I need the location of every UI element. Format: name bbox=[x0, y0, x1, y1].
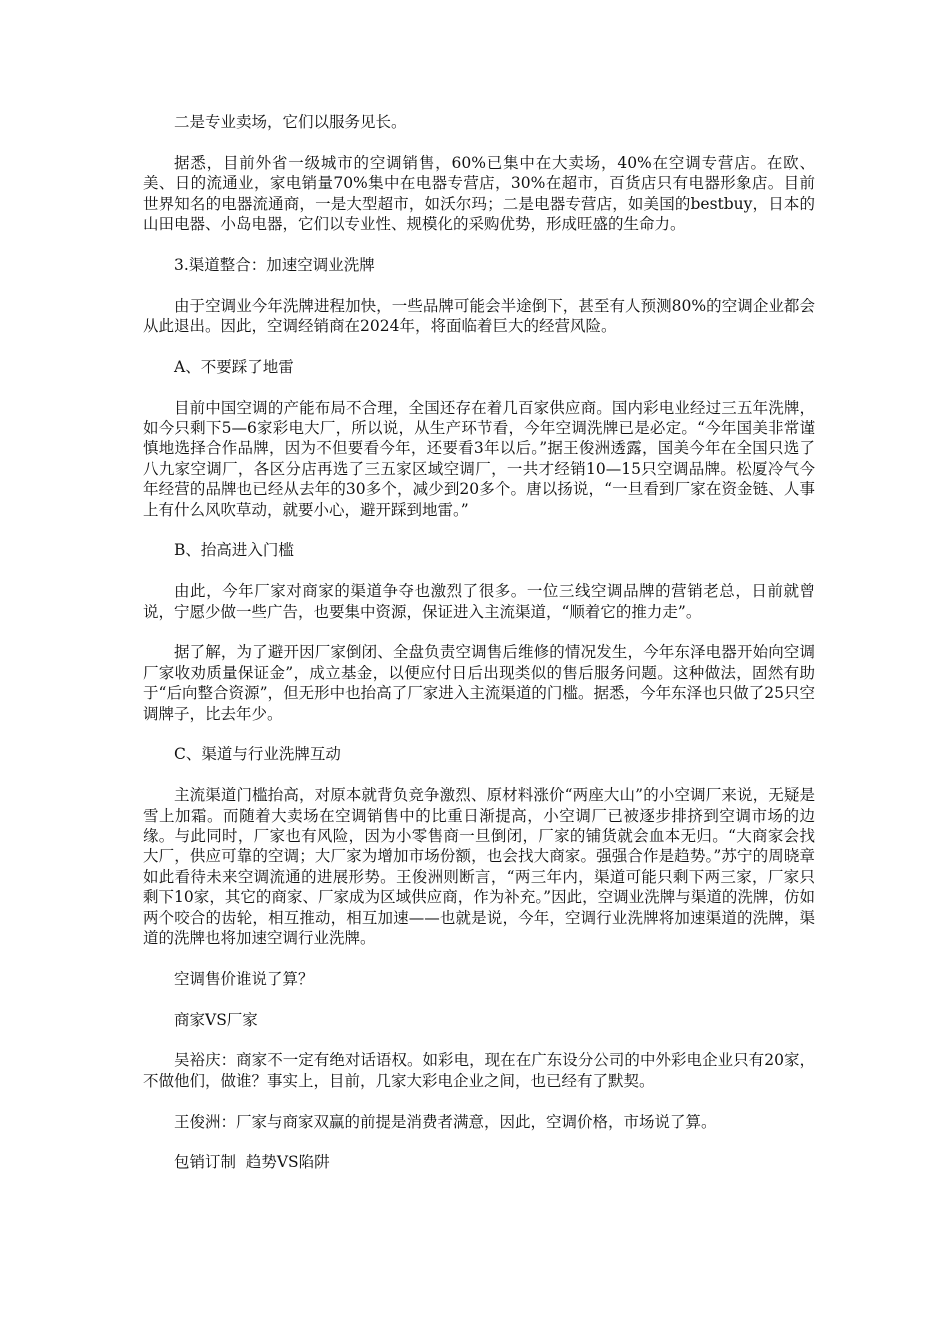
paragraph: 由于空调业今年洗牌进程加快，一些品牌可能会半途倒下，甚至有人预测80%的空调企业都会从此退出。因此，空调经销商在2024年，将面临着巨大的经营风险。 bbox=[143, 296, 815, 336]
subsection-heading: B、抬高进入门槛 bbox=[174, 541, 294, 560]
paragraph: 吴裕庆：商家不一定有绝对话语权。如彩电，现在在广东设分公司的中外彩电企业只有20家，不做他们，做谁？事实上，目前，几家大彩电企业之间，也已经有了默契。 bbox=[143, 1051, 815, 1090]
paragraph: 二是专业卖场，它们以服务见长。 bbox=[174, 113, 407, 131]
paragraph: 目前中国空调的产能布局不合理，全国还存在着几百家供应商。国内彩电业经过三五年洗牌，如今只剩下5—6家彩电大厂，所以说，从生产环节看，今年空调洗牌已是必定。“今年国美非常谨慎地选择合作品牌，因为不但要看今年，还要看3年以后。”据王俊洲透露，国美今年在全国只选了八九家空调厂，各区分店再选了三五家区域空调厂，一共才经销10—15只空调品牌。松厦冷气今年经营的品牌也已经从去年的30多个，减少到20多个。唐以扬说，“一旦看到厂家在资金链、人事上有什么风吹草动，就要小心，避开踩到地雷。” bbox=[143, 398, 815, 519]
section-heading: 空调售价谁说了算？ bbox=[174, 969, 314, 988]
paragraph: 据了解，为了避开因厂家倒闭、全盘负责空调售后维修的情况发生，今年东泽电器开始向空调厂家收劝质量保证金”，成立基金，以便应付日后出现类似的售后服务问题。这种做法，固然有助于“后向整合资源”，但无形中也抬高了厂家进入主流渠道的门槛。据悉，今年东泽也只做了25只空调牌子，比去年少。 bbox=[143, 643, 815, 723]
subsection-heading: 商家VS厂家 bbox=[174, 1010, 258, 1029]
paragraph: 王俊洲：厂家与商家双赢的前提是消费者满意，因此，空调价格，市场说了算。 bbox=[174, 1112, 717, 1131]
paragraph: 主流渠道门槛抬高，对原本就背负竞争激烈、原材料涨价“两座大山”的小空调厂来说，无疑是雪上加霜。而随着大卖场在空调销售中的比重日渐提高，小空调厂已被逐步排挤到空调市场的边缘。与此同时，厂家也有风险，因为小零售商一旦倒闭，厂家的铺货就会血本无归。“大商家会找大厂，供应可靠的空调；大厂家为增加市场份额，也会找大商家。强强合作是趋势。”苏宁的周晓章如此看待未来空调流通的进展形势。王俊洲则断言，“两三年内，渠道可能只剩下两三家，厂家只剩下10家，其它的商家、厂家成为区域供应商，作为补充。”因此，空调业洗牌与渠道的洗牌，仿如两个咬合的齿轮，相互推动，相互加速——也就是说，今年，空调行业洗牌将加速渠道的洗牌，渠道的洗牌也将加速空调行业洗牌。 bbox=[143, 786, 815, 948]
paragraph: 据悉，目前外省一级城市的空调销售，60%已集中在大卖场，40%在空调专营店。在欧、美、日的流通业，家电销量70%集中在电器专营店，30%在超市，百货店只有电器形象店。目前世界知名的电器流通商，一是大型超市，如沃尔玛；二是电器专营店，如美国的bestbuy，日本的山田电器、小岛电器，它们以专业性、规模化的采购优势，形成旺盛的生命力。 bbox=[143, 153, 815, 234]
paragraph: 由此，今年厂家对商家的渠道争夺也激烈了很多。一位三线空调品牌的营销老总，日前就曾说，宁愿少做一些广告，也要集中资源，保证进入主流渠道，“顺着它的推力走”。 bbox=[143, 582, 815, 621]
document-body bbox=[143, 112, 815, 1193]
section-heading: 3.渠道整合：加速空调业洗牌 bbox=[174, 255, 375, 274]
subsection-heading: A、不要踩了地雷 bbox=[174, 357, 294, 376]
section-heading: 包销订制 趋势VS陷阱 bbox=[174, 1153, 330, 1172]
subsection-heading: C、渠道与行业洗牌互动 bbox=[174, 745, 341, 764]
